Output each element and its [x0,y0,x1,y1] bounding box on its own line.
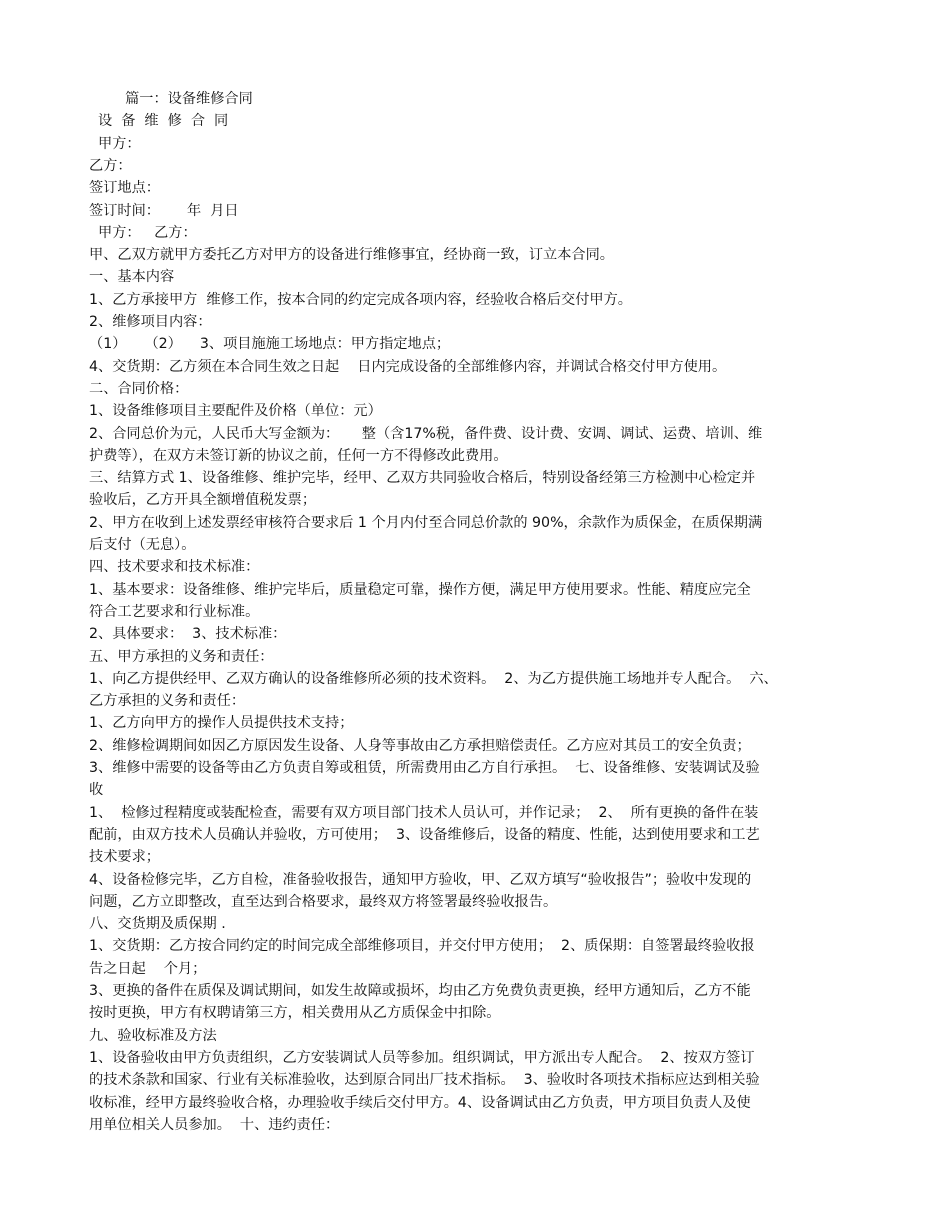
text-line: 后支付（无息）。 [89,537,196,553]
text-line: 2、具体要求： 3、技术标准： [89,626,287,643]
text-line: 2、合同总价为元，人民币大写金额为： 整（含17%税，备件费、设计费、安调、调试、运费、培训、维 [89,425,763,442]
text-line: 二、合同价格： [89,380,189,397]
text-line: 甲方： 乙方： [89,224,197,241]
text-line: 告之日起 个月； [89,960,207,977]
text-line: 验收后，乙方开具全额增值税发票； [89,492,317,509]
text-line: 技术要求； [89,849,160,866]
text-line: 签订地点： [89,180,160,197]
text-line: 1、设备验收由甲方负责组织，乙方安装调试人员等参加。组织调试，甲方派出专人配合。 2、按双方签订 [89,1049,755,1066]
text-line: 甲方： [89,135,141,152]
text-line: 4、设备检修完毕，乙方自检，准备验收报告，通知甲方验收，甲、乙双方填写“验收报告”；验收中发现的 [89,871,752,888]
text-line: 问题，乙方立即整改，直至达到合格要求，最终双方将签署最终验收报告。 [89,893,558,910]
text-line: 收标准，经甲方最终验收合格，办理验收手续后交付甲方。4、设备调试由乙方负责，甲方项目负责人及使 [89,1094,751,1111]
text-line: 五、甲方承担的义务和责任： [89,648,274,665]
contract-title: 设 备 维 修 合 同 [89,113,229,130]
text-line: 的技术条款和国家、行业有关标准验收，达到原合同出厂技术指标。 3、验收时各项技术指标应达到相关验 [89,1072,760,1089]
text-line: 3、更换的备件在质保及调试期间，如发生故障或损坏，均由乙方免费负责更换，经甲方通知后，乙方不能 [89,983,751,999]
text-line: 1、设备维修项目主要配件及价格（单位：元） [89,403,382,420]
text-line: 1、向乙方提供经甲、乙双方确认的设备维修所必须的技术资料。 2、为乙方提供施工场地并专人配合。 六、 [89,670,778,687]
text-line: 乙方： [89,157,132,174]
text-line: 2、维修项目内容： [89,314,212,330]
text-line: 按时更换，甲方有权聘请第三方，相关费用从乙方质保金中扣除。 [89,1005,501,1022]
document-heading: 篇一：设备维修合同 [89,91,253,107]
text-line: 1、基本要求：设备维修、维护完毕后，质量稳定可靠，操作方便，满足甲方使用要求。性能、精度应完全 [89,581,751,598]
text-line: （1） （2） 3、项目施施工场地点：甲方指定地点； [89,336,451,353]
text-line: 1、交货期：乙方按合同约定的时间完成全部维修项目，并交付甲方使用； 2、质保期：自签署最终验收报 [89,938,755,955]
text-line: 符合工艺要求和行业标准。 [89,603,260,620]
text-line: 甲、乙双方就甲方委托乙方对甲方的设备进行维修事宜，经协商一致，订立本合同。 [89,247,614,264]
text-line: 乙方承担的义务和责任： [89,693,246,710]
text-line: 三、结算方式 1、设备维修、维护完毕，经甲、乙双方共同验收合格后，特别设备经第三方检测中心检定并 [89,470,756,487]
text-line: 1、乙方承接甲方 维修工作，按本合同的约定完成各项内容，经验收合格后交付甲方。 [89,291,632,308]
text-line: 签订时间： 年 月日 [89,202,239,219]
text-line: 用单位相关人员参加。 十、违约责任： [89,1116,340,1133]
text-line: 配前，由双方技术人员确认并验收，方可使用； 3、设备维修后，设备的精度、性能，达到使用要求和工艺 [89,826,760,843]
text-line: 1、乙方向甲方的操作人员提供技术支持； [89,715,354,732]
text-line: 3、维修中需要的设备等由乙方负责自筹或租赁，所需费用由乙方自行承担。 七、设备维修、安装调试及验 [89,760,760,776]
text-line: 八、交货期及质保期 . [89,916,226,933]
text-line: 护费等），在双方未签订新的协议之前，任何一方不得修改此费用。 [89,447,508,464]
text-line: 收 [89,782,104,799]
text-line: 4、交货期：乙方须在本合同生效之日起 日内完成设备的全部维修内容，并调试合格交付甲方使用。 [89,358,727,375]
text-line: 一、基本内容 [89,269,175,286]
text-line: 九、验收标准及方法 [89,1027,217,1044]
text-line: 四、技术要求和技术标准： [89,559,260,576]
text-line: 2、维修检调期间如因乙方原因发生设备、人身等事故由乙方承担赔偿责任。乙方应对其员工的安全负责； [89,737,751,754]
text-line: 2、甲方在收到上述发票经审核符合要求后 1 个月内付至合同总价款的 90%，余款作为质保金，在质保期满 [89,514,763,531]
text-line: 1、 检修过程精度或装配检查，需要有双方项目部门技术人员认可，并作记录； 2、 所有更换的备件在装 [89,804,759,821]
